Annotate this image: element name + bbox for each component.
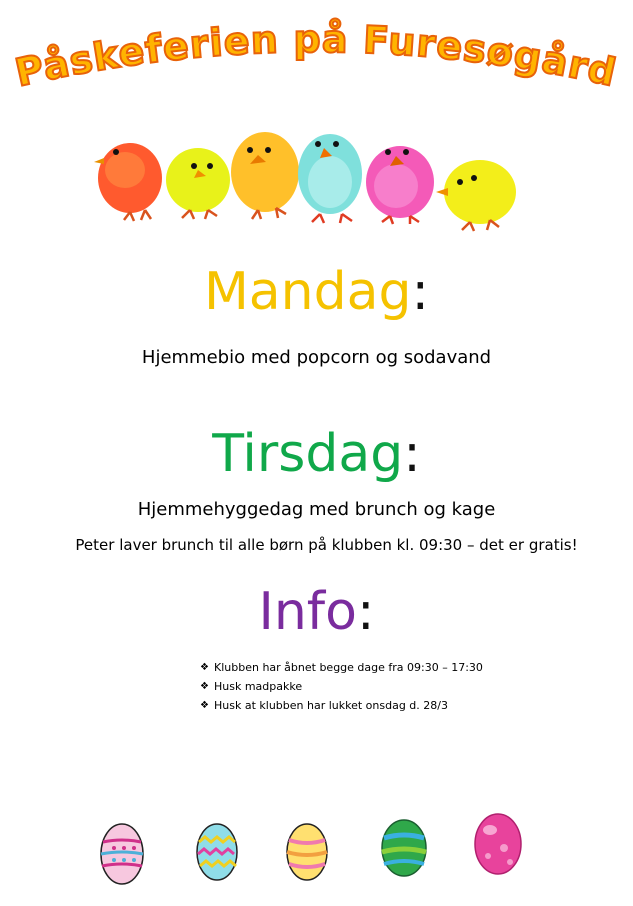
chicks-illustration	[90, 120, 530, 240]
pink-patterned-egg-icon	[101, 824, 143, 884]
info-heading-label: Info	[258, 582, 357, 642]
tuesday-heading-label: Tirsdag	[212, 424, 404, 484]
tuesday-text: Hjemmehyggedag med brunch og kage	[137, 499, 496, 520]
monday-heading-colon: :	[411, 262, 430, 322]
pink-glossy-egg-icon	[475, 814, 521, 874]
info-item-text: Husk madpakke	[214, 680, 303, 693]
monday-heading	[0, 262, 633, 322]
info-heading-colon: :	[356, 582, 375, 642]
monday-heading-label: Mandag	[203, 262, 412, 322]
tuesday-heading	[0, 424, 633, 484]
list-item	[200, 677, 560, 696]
diamond-bullet-icon: ❖	[200, 681, 209, 692]
info-item-text: Husk at klubben har lukket onsdag d. 28/3	[214, 699, 448, 712]
yellow-chick-icon	[436, 160, 516, 231]
list-item	[200, 658, 560, 677]
list-item	[200, 696, 560, 715]
tuesday-note: Peter laver brunch til alle børn på klubben kl. 09:30 – det er gratis!	[75, 536, 578, 554]
red-orange-chick-icon	[94, 143, 162, 221]
diamond-bullet-icon: ❖	[200, 662, 209, 673]
pink-chick-icon	[366, 146, 434, 224]
title-text: Påskeferien på Furesøgård	[11, 16, 621, 88]
green-striped-egg-icon	[382, 820, 426, 876]
svg-text:Påskeferien på Furesøgård	[11, 17, 620, 88]
info-item-text: Klubben har åbnet begge dage fra 09:30 – 17:30	[214, 661, 483, 674]
info-heading	[0, 582, 633, 642]
monday-text: Hjemmebio med popcorn og sodavand	[141, 347, 492, 368]
tuesday-heading-colon: :	[403, 424, 421, 484]
info-list	[200, 658, 560, 715]
yellow-chick-icon	[166, 148, 230, 219]
yellow-striped-egg-icon	[287, 824, 327, 880]
page-title	[0, 8, 633, 88]
orange-chick-icon	[231, 132, 299, 219]
easter-eggs-row	[90, 812, 540, 890]
diamond-bullet-icon: ❖	[200, 700, 209, 711]
turquoise-zigzag-egg-icon	[197, 824, 237, 880]
turquoise-chick-icon	[298, 134, 362, 223]
